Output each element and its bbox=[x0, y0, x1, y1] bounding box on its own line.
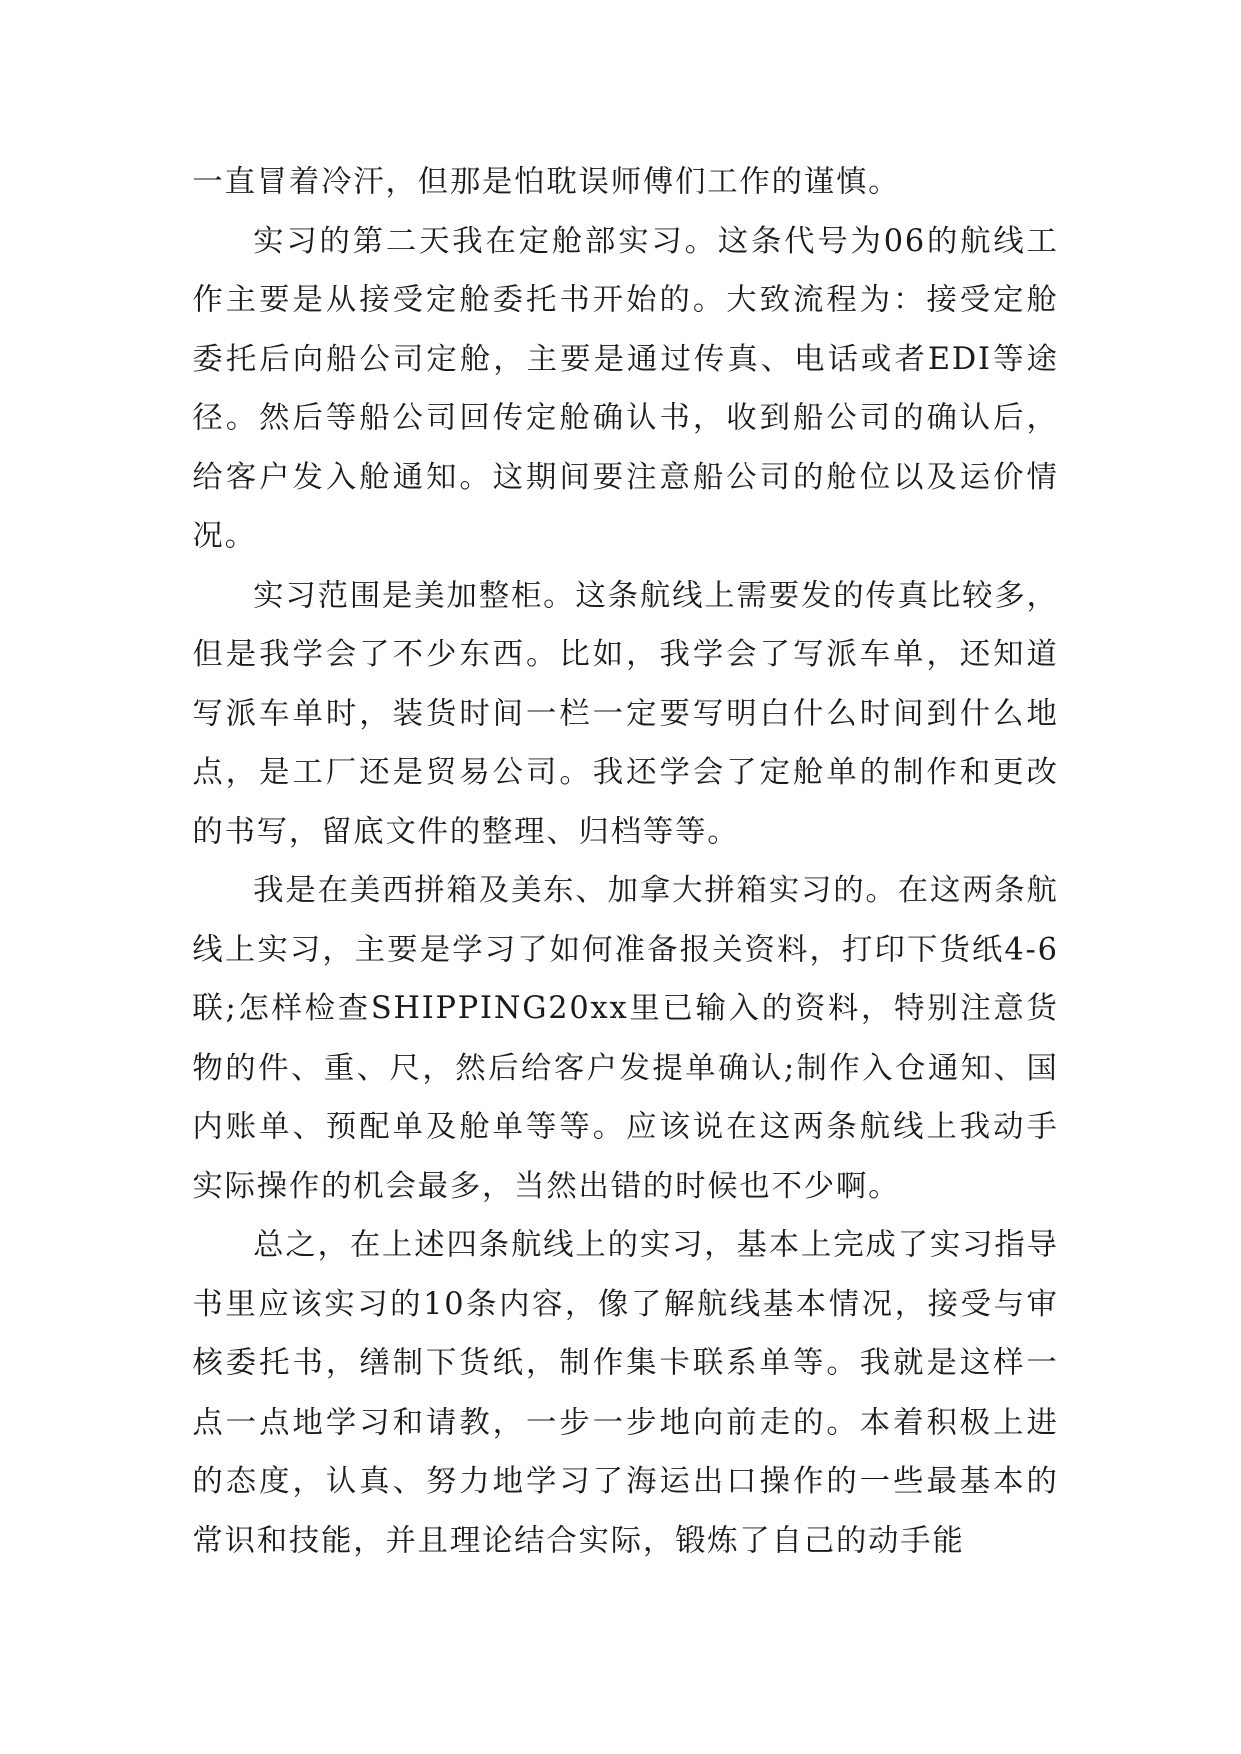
paragraph-continuation: 一直冒着冷汗，但那是怕耽误师傅们工作的谨慎。 bbox=[192, 164, 901, 200]
document-body bbox=[192, 153, 1058, 1571]
paragraph-booking-department: 实习的第二天我在定舱部实习。这条代号为06的航线工作主要是从接受定舱委托书开始的。大致流程为：接受定舱委托后向船公司定舱，主要是通过传真、电话或者EDI等途径。然后等船公司回传定舱确认书，收到船公司的确认后，给客户发入舱通知。这期间要注意船公司的舱位以及运价情况。 bbox=[192, 223, 1059, 554]
paragraph-us-canada-fcl: 实习范围是美加整柜。这条航线上需要发的传真比较多，但是我学会了不少东西。比如，我学会了写派车单，还知道写派车单时，装货时间一栏一定要写明白什么时间到什么地点，是工厂还是贸易公司。我还学会了定舱单的制作和更改的书写，留底文件的整理、归档等等。 bbox=[192, 577, 1059, 849]
paragraph-summary: 总之，在上述四条航线上的实习，基本上完成了实习指导书里应该实习的10条内容，像了解航线基本情况，接受与审核委托书，缮制下货纸，制作集卡联系单等。我就是这样一点一点地学习和请教，一步一步地向前走的。本着积极上进的态度，认真、努力地学习了海运出口操作的一些最基本的常识和技能，并且理论结合实际，锻炼了自己的动手能 bbox=[192, 1227, 1059, 1558]
paragraph-lcl-routes: 我是在美西拼箱及美东、加拿大拼箱实习的。在这两条航线上实习，主要是学习了如何准备报关资料，打印下货纸4-6联;怎样检查SHIPPING20xx里已输入的资料，特别注意货物的件、重、尺，然后给客户发提单确认;制作入仓通知、国内账单、预配单及舱单等等。应该说在这两条航线上我动手实际操作的机会最多，当然出错的时候也不少啊。 bbox=[192, 873, 1059, 1204]
